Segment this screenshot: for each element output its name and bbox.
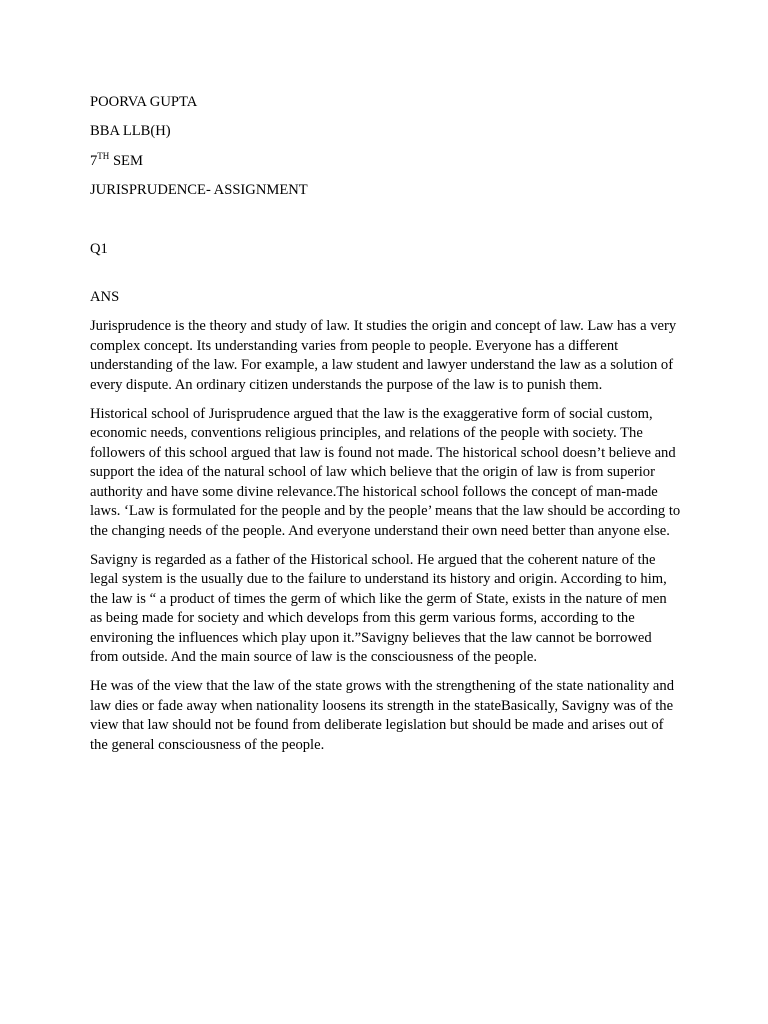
paragraph: He was of the view that the law of the state grows with the strengthening of the state nationality and law dies or fade away when nationality loosens its strength in the stateBasically, Savigny was of the view that law should not be found from deliberate legislation but should be made and arises out of the general consciousness of the people. [90, 678, 674, 753]
question-label: Q1 [90, 240, 108, 257]
semester-superscript: TH [97, 150, 110, 161]
semester-number: 7 [90, 152, 98, 169]
answer-label: ANS [90, 289, 120, 306]
semester-suffix: SEM [109, 152, 143, 169]
paragraph: Jurisprudence is the theory and study of law. It studies the origin and concept of law. Law has a very complex concept. Its understanding varies from people to people. Everyone has a different understanding of the law. For example, a law student and lawyer understand the law as a solution of every dispute. An ordinary citizen understands the purpose of the law is to punish them. [90, 318, 677, 393]
paragraph: Historical school of Jurisprudence argued that the law is the exaggerative form of social custom, economic needs, conventions religious principles, and relations of the people with society. The followers of this school argued that law is found not made. The historical school doesn’t believe and support the idea of the natural school of law which believe that the origin of law is from superior authority and have some divine relevance.The historical school follows the concept of man-made laws. ‘Law is formulated for the people and by the people’ means that the law should be according to the changing needs of the people. And everyone understand their own need better than anyone else. [90, 406, 681, 539]
paragraph: Savigny is regarded as a father of the Historical school. He argued that the coherent nature of the legal system is the usually due to the failure to understand its history and origin. According to him, the law is “ a product of times the germ of which like the germ of State, exists in the nature of men as being made for society and which develops from this germ various forms, according to the environing the influences which play upon it.”Savigny believes that the law cannot be borrowed from outside. And the main source of law is the consciousness of the people. [90, 551, 667, 665]
student-name: POORVA GUPTA [90, 94, 198, 110]
semester-line [90, 152, 682, 171]
blank-line [90, 211, 682, 240]
course-name: BBA LLB(H) [90, 123, 171, 140]
assignment-title: JURISPRUDENCE- ASSIGNMENT [90, 182, 308, 199]
blank-line [90, 259, 682, 288]
document-body [90, 93, 682, 765]
